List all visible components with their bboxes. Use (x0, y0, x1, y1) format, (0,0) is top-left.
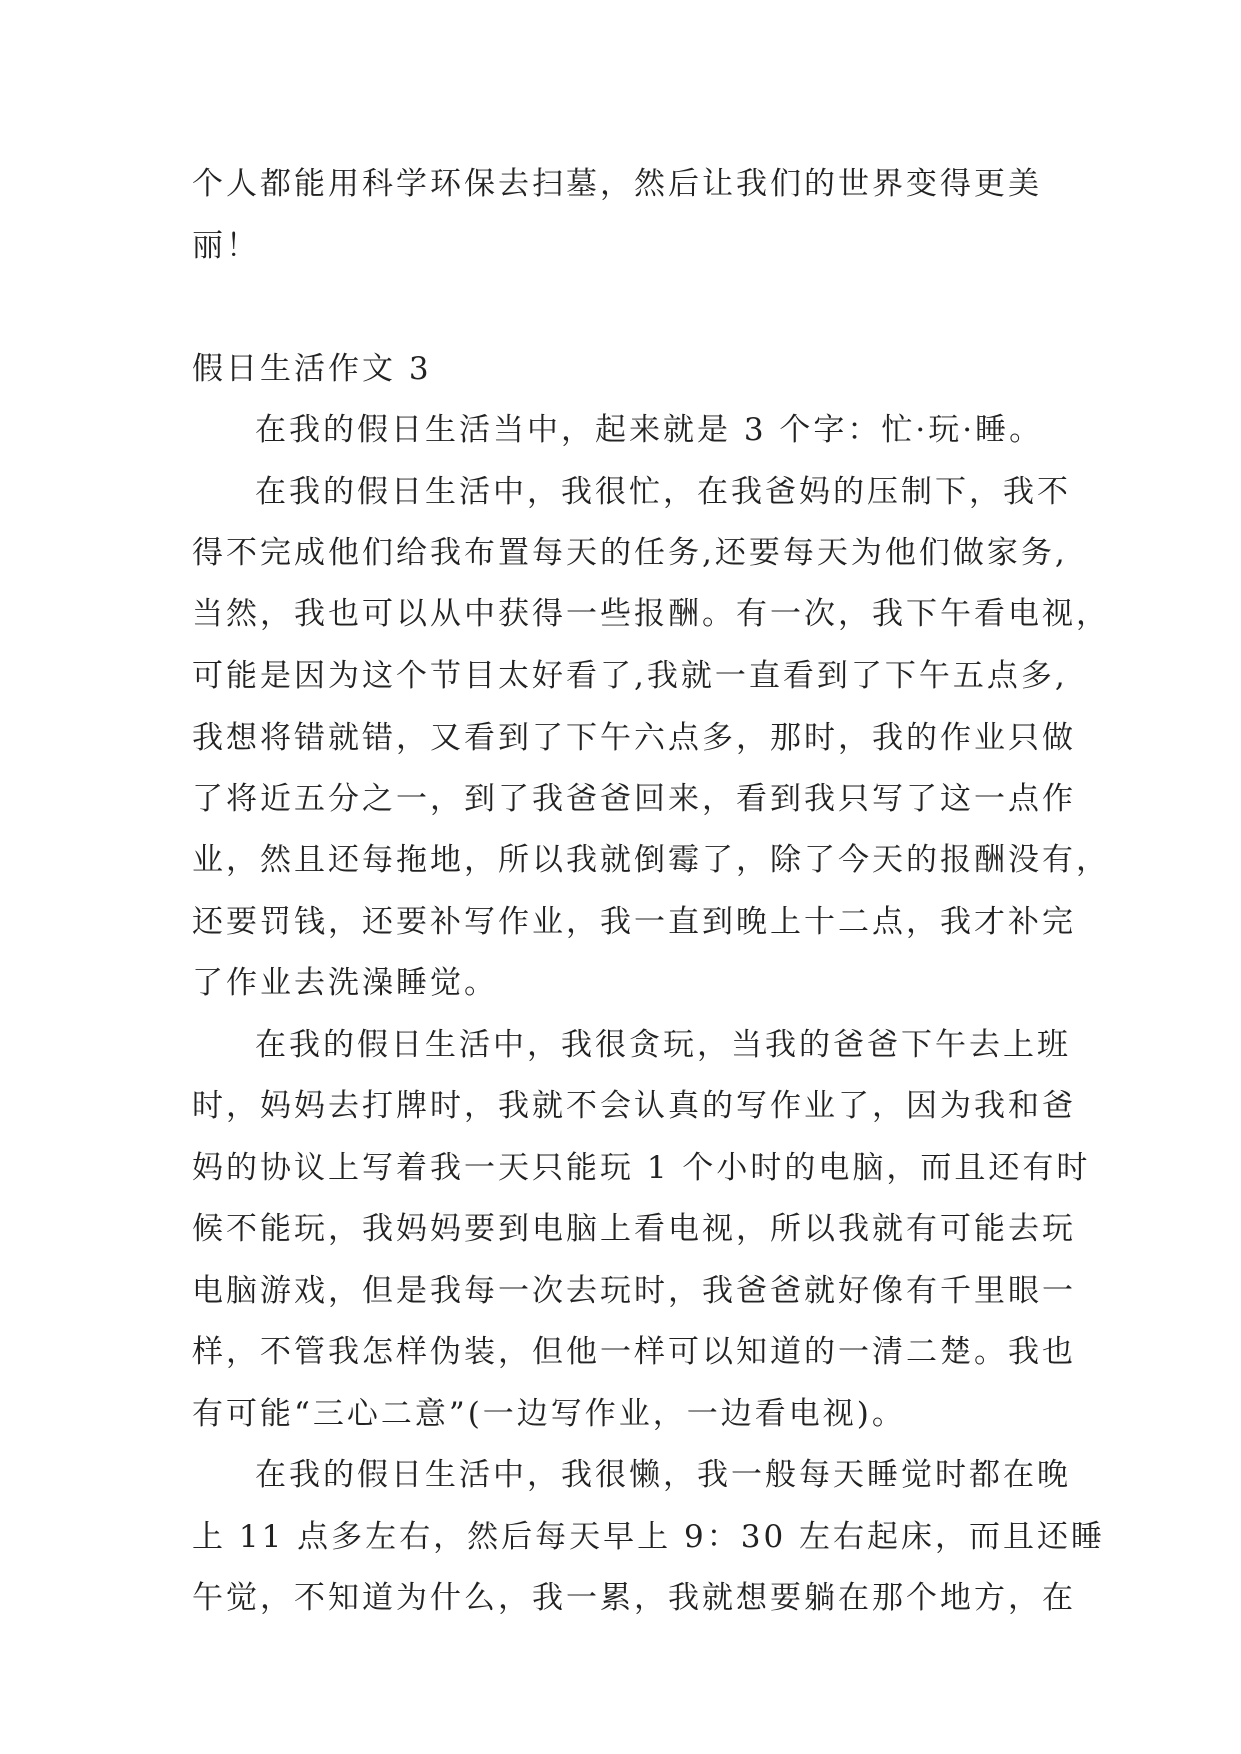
paragraph-line: 可能是因为这个节目太好看了,我就一直看到了下午五点多, (192, 658, 1068, 694)
paragraph-line: 午觉，不知道为什么，我一累，我就想要躺在那个地方，在 (192, 1580, 1076, 1616)
paragraph-line: 样，不管我怎样伪装，但他一样可以知道的一清二楚。我也 (192, 1334, 1076, 1370)
paragraph-line: 在我的假日生活当中，起来就是 3 个字：忙·玩·睡。 (255, 412, 1044, 448)
paragraph-line: 上 11 点多左右，然后每天早上 9：30 左右起床，而且还睡 (192, 1519, 1106, 1555)
paragraph-line: 在我的假日生活中，我很忙，在我爸妈的压制下，我不 (255, 474, 1071, 510)
paragraph-line: 我想将错就错，又看到了下午六点多，那时，我的作业只做 (192, 720, 1076, 756)
paragraph-line: 了将近五分之一，到了我爸爸回来，看到我只写了这一点作 (192, 781, 1076, 817)
paragraph-line: 得不完成他们给我布置每天的任务,还要每天为他们做家务, (192, 535, 1068, 571)
paragraph-line: 候不能玩，我妈妈要到电脑上看电视，所以我就有可能去玩 (192, 1211, 1076, 1247)
paragraph-line: 还要罚钱，还要补写作业，我一直到晚上十二点，我才补完 (192, 904, 1076, 940)
paragraph-line: 有可能“三心二意”(一边写作业，一边看电视)。 (192, 1396, 906, 1432)
paragraph-line: 电脑游戏，但是我每一次去玩时，我爸爸就好像有千里眼一 (192, 1273, 1076, 1309)
section-title: 假日生活作文 3 (192, 351, 432, 387)
continuation-line: 个人都能用科学环保去扫墓，然后让我们的世界变得更美 (192, 166, 1042, 202)
paragraph-line: 了作业去洗澡睡觉。 (192, 965, 498, 1001)
paragraph-line: 在我的假日生活中，我很懒，我一般每天睡觉时都在晚 (255, 1457, 1071, 1493)
continuation-line: 丽！ (192, 228, 260, 264)
paragraph-line: 在我的假日生活中，我很贪玩，当我的爸爸下午去上班 (255, 1027, 1071, 1063)
paragraph-line: 时，妈妈去打牌时，我就不会认真的写作业了，因为我和爸 (192, 1088, 1076, 1124)
paragraph-line: 当然，我也可以从中获得一些报酬。有一次，我下午看电视， (192, 596, 1110, 632)
paragraph-line: 业，然且还每拖地，所以我就倒霉了，除了今天的报酬没有， (192, 842, 1110, 878)
paragraph-line: 妈的协议上写着我一天只能玩 1 个小时的电脑，而且还有时 (192, 1150, 1091, 1186)
